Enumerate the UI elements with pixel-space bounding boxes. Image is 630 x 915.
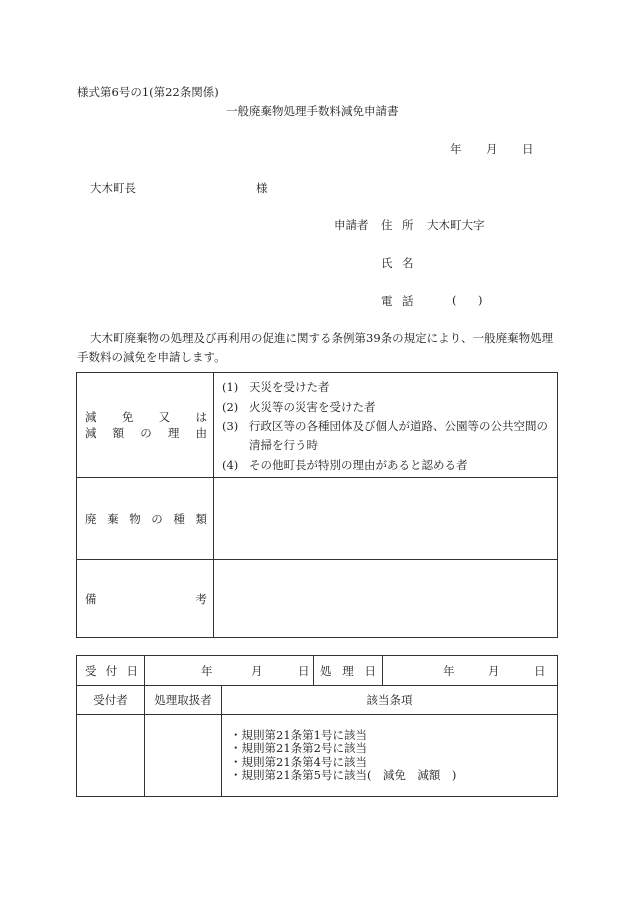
intro-line-1: 大木町廃棄物の処理及び再利用の促進に関する条例第39条の規定により、一般廃棄物処理 bbox=[90, 331, 554, 345]
reason-label-char: 理 bbox=[167, 426, 180, 440]
reason-label-char: 減 bbox=[85, 410, 97, 424]
processed-date-label-cell bbox=[314, 656, 383, 686]
addressee-name: 大木町長 bbox=[90, 181, 136, 195]
remarks-label-char: 考 bbox=[195, 591, 207, 606]
applicant-label: 申請者 bbox=[334, 218, 369, 232]
reason-item bbox=[222, 379, 330, 395]
reason-text: その他町長が特別の理由があると認める者 bbox=[249, 458, 468, 472]
rule-item[interactable]: ・規則第21条第1号に該当 bbox=[230, 727, 367, 742]
reason-text: 天災を受けた者 bbox=[249, 380, 330, 394]
reason-label-cell bbox=[77, 373, 214, 478]
waste-type-input[interactable] bbox=[214, 478, 558, 560]
waste-label-char: 類 bbox=[195, 511, 207, 526]
received-date-label bbox=[85, 663, 138, 679]
reason-label-char: 免 bbox=[121, 410, 134, 424]
remarks-input[interactable] bbox=[214, 560, 558, 638]
reason-item bbox=[222, 418, 548, 434]
day-unit: 日 bbox=[298, 664, 310, 678]
receiver-label: 受付者 bbox=[77, 686, 145, 715]
page-title: 一般廃棄物処理手数料減免申請書 bbox=[226, 104, 399, 118]
waste-label-char: 廃 bbox=[85, 511, 97, 526]
reason-label-char: 由 bbox=[195, 426, 207, 440]
reason-item bbox=[222, 457, 468, 473]
reason-label-char: 又 bbox=[158, 410, 171, 424]
reason-text: 行政区等の各種団体及び個人が道路、公園等の公共空間の bbox=[249, 419, 548, 433]
reason-label-line2 bbox=[85, 425, 207, 441]
reason-number: (2) bbox=[222, 400, 239, 414]
rule-item[interactable]: ・規則第21条第2号に該当 bbox=[230, 741, 367, 755]
label-char: 受 bbox=[85, 663, 97, 678]
receiver-field[interactable] bbox=[77, 715, 145, 797]
label-char: 日 bbox=[126, 663, 138, 678]
name-label-1: 氏 bbox=[381, 256, 393, 270]
day-unit: 日 bbox=[534, 664, 546, 678]
handler-field[interactable] bbox=[145, 715, 222, 797]
office-table bbox=[76, 655, 558, 797]
reason-label-char: の bbox=[140, 426, 152, 440]
reason-item bbox=[222, 399, 376, 415]
address-value: 大木町大字 bbox=[427, 218, 485, 232]
rule-item[interactable]: ・規則第21条第4号に該当 bbox=[230, 754, 367, 769]
reason-item bbox=[222, 437, 318, 453]
date-month-unit: 月 bbox=[486, 142, 498, 156]
phone-paren-open: ( bbox=[452, 293, 457, 307]
waste-label-char: の bbox=[151, 511, 163, 526]
year-unit: 年 bbox=[443, 664, 455, 678]
reason-number: (1) bbox=[222, 380, 239, 394]
year-unit: 年 bbox=[201, 664, 213, 678]
phone-label-1: 電 bbox=[381, 294, 393, 308]
applicable-clause-label: 該当条項 bbox=[222, 686, 558, 715]
reason-label-char: は bbox=[195, 410, 207, 424]
applicable-clause-cell bbox=[222, 715, 558, 797]
address-label-1: 住 bbox=[381, 218, 393, 232]
processed-date-field[interactable] bbox=[383, 656, 558, 686]
processed-date-label bbox=[320, 663, 376, 679]
rule-list bbox=[230, 729, 557, 783]
received-date-field[interactable] bbox=[145, 656, 314, 686]
reason-number: (3) bbox=[222, 419, 239, 433]
waste-type-label bbox=[85, 511, 207, 527]
reason-text: 火災等の災害を受けた者 bbox=[249, 400, 376, 414]
reason-list-cell bbox=[214, 373, 558, 478]
received-date-label-cell bbox=[77, 656, 145, 686]
month-unit: 月 bbox=[488, 664, 500, 678]
phone-label-2: 話 bbox=[402, 294, 414, 308]
handler-label: 処理取扱者 bbox=[145, 686, 222, 715]
remarks-label-char: 備 bbox=[85, 591, 97, 606]
waste-type-label-cell bbox=[77, 478, 214, 560]
reason-number: (4) bbox=[222, 458, 239, 472]
name-label-2: 名 bbox=[402, 256, 414, 270]
label-char: 日 bbox=[364, 663, 377, 678]
reason-text: 清掃を行う時 bbox=[249, 438, 318, 452]
label-char: 理 bbox=[342, 663, 354, 678]
main-table bbox=[76, 372, 558, 638]
label-char: 付 bbox=[105, 663, 118, 678]
reason-label-line1 bbox=[85, 409, 207, 425]
remarks-label-cell bbox=[77, 560, 214, 638]
intro-line-2: 手数料の減免を申請します。 bbox=[77, 350, 226, 364]
form-number: 様式第6号の1(第22条関係) bbox=[77, 85, 219, 99]
label-char: 処 bbox=[320, 663, 332, 678]
addressee-honorific: 様 bbox=[256, 181, 268, 195]
waste-label-char: 棄 bbox=[107, 511, 119, 526]
remarks-label bbox=[85, 591, 207, 607]
month-unit: 月 bbox=[251, 664, 263, 678]
address-label-2: 所 bbox=[402, 218, 414, 232]
phone-paren-close: ) bbox=[478, 293, 483, 307]
waste-label-char: 種 bbox=[173, 511, 185, 526]
date-day-unit: 日 bbox=[522, 142, 534, 156]
waste-label-char: 物 bbox=[129, 511, 141, 526]
reason-label-char: 減 bbox=[85, 426, 97, 440]
reason-label-char: 額 bbox=[112, 426, 125, 440]
rule-item[interactable]: ・規則第21条第5号に該当( 減免 減額 ) bbox=[230, 768, 457, 782]
date-year-unit: 年 bbox=[450, 142, 462, 156]
